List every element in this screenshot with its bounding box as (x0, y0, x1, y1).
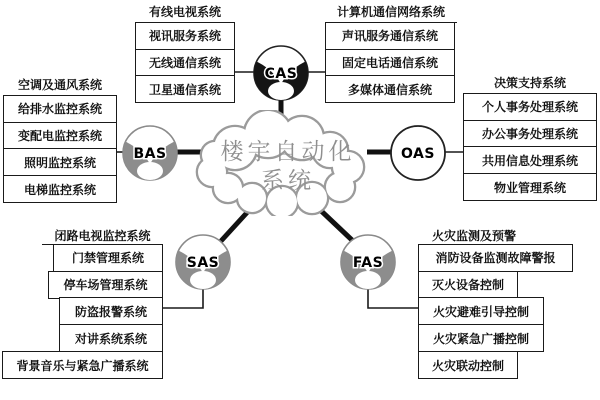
subsystem-box: 共用信息处理系统 (463, 146, 597, 174)
group-cas-left-heading: 有线电视系统 (135, 1, 235, 23)
subsystem-box: 背景音乐与紧急广播系统 (2, 351, 163, 379)
sas-node (174, 233, 232, 291)
subsystem-box: 门禁管理系统 (53, 244, 163, 272)
bas-node (121, 124, 179, 182)
subsystem-box: 灭火设备控制 (418, 271, 518, 299)
fas-node-label: FAS (352, 255, 384, 271)
group-bas (3, 74, 117, 203)
group-oas-heading: 决策支持系统 (463, 72, 597, 94)
subsystem-box: 消防设备监测故障警报 (418, 244, 573, 272)
oas-node-label: OAS (401, 146, 435, 162)
subsystem-box: 对讲系统系统 (59, 324, 163, 352)
subsystem-box: 照明监控系统 (3, 148, 117, 176)
subsystem-box: 物业管理系统 (463, 173, 597, 201)
subsystem-box: 火灾紧急广播控制 (418, 324, 544, 352)
subsystem-box: 停车场管理系统 (48, 271, 163, 299)
cas-node (252, 44, 310, 102)
subsystem-box: 卫星通信系统 (135, 75, 235, 103)
subsystem-box: 变配电监控系统 (3, 122, 117, 150)
group-bas-heading: 空调及通风系统 (3, 74, 117, 96)
subsystem-box: 火灾避难引导控制 (418, 297, 544, 325)
subsystem-box: 个人事务处理系统 (463, 93, 597, 121)
subsystem-box: 办公事务处理系统 (463, 120, 597, 148)
subsystem-box: 火灾联动控制 (418, 351, 518, 379)
group-sas-heading: 闭路电视监控系统 (42, 226, 163, 245)
cas-node-label: CAS (264, 66, 298, 82)
subsystem-box: 固定电话通信系统 (325, 49, 455, 77)
subsystem-box: 给排水监控系统 (3, 95, 117, 123)
central-system-title (198, 138, 378, 196)
fas-node (339, 233, 397, 291)
sas-node-label: SAS (186, 255, 220, 271)
subsystem-box: 视讯服务系统 (135, 22, 235, 50)
subsystem-box: 无线通信系统 (135, 49, 235, 77)
group-sas (2, 226, 163, 379)
subsystem-box: 声讯服务通信系统 (325, 22, 455, 50)
bas-node-label: BAS (133, 146, 167, 162)
oas-node (389, 124, 447, 182)
subsystem-box: 电梯监控系统 (3, 175, 117, 203)
group-oas (463, 72, 597, 201)
central-title-line1: 楼宇自动化 (220, 139, 356, 165)
central-title-line2: 系统 (261, 167, 315, 194)
group-fas-heading: 火灾监测及预警 (418, 226, 530, 245)
link-fas-fasgroup (368, 289, 418, 308)
group-cas-right-heading: 计算机通信网络系统 (325, 1, 457, 23)
subsystem-box: 防盗报警系统 (59, 297, 163, 325)
group-cas-right (325, 1, 457, 103)
link-sas-sasgroup (163, 289, 203, 308)
subsystem-box: 多媒体通信系统 (325, 75, 455, 103)
group-cas-left (135, 1, 235, 103)
group-fas (418, 226, 578, 379)
